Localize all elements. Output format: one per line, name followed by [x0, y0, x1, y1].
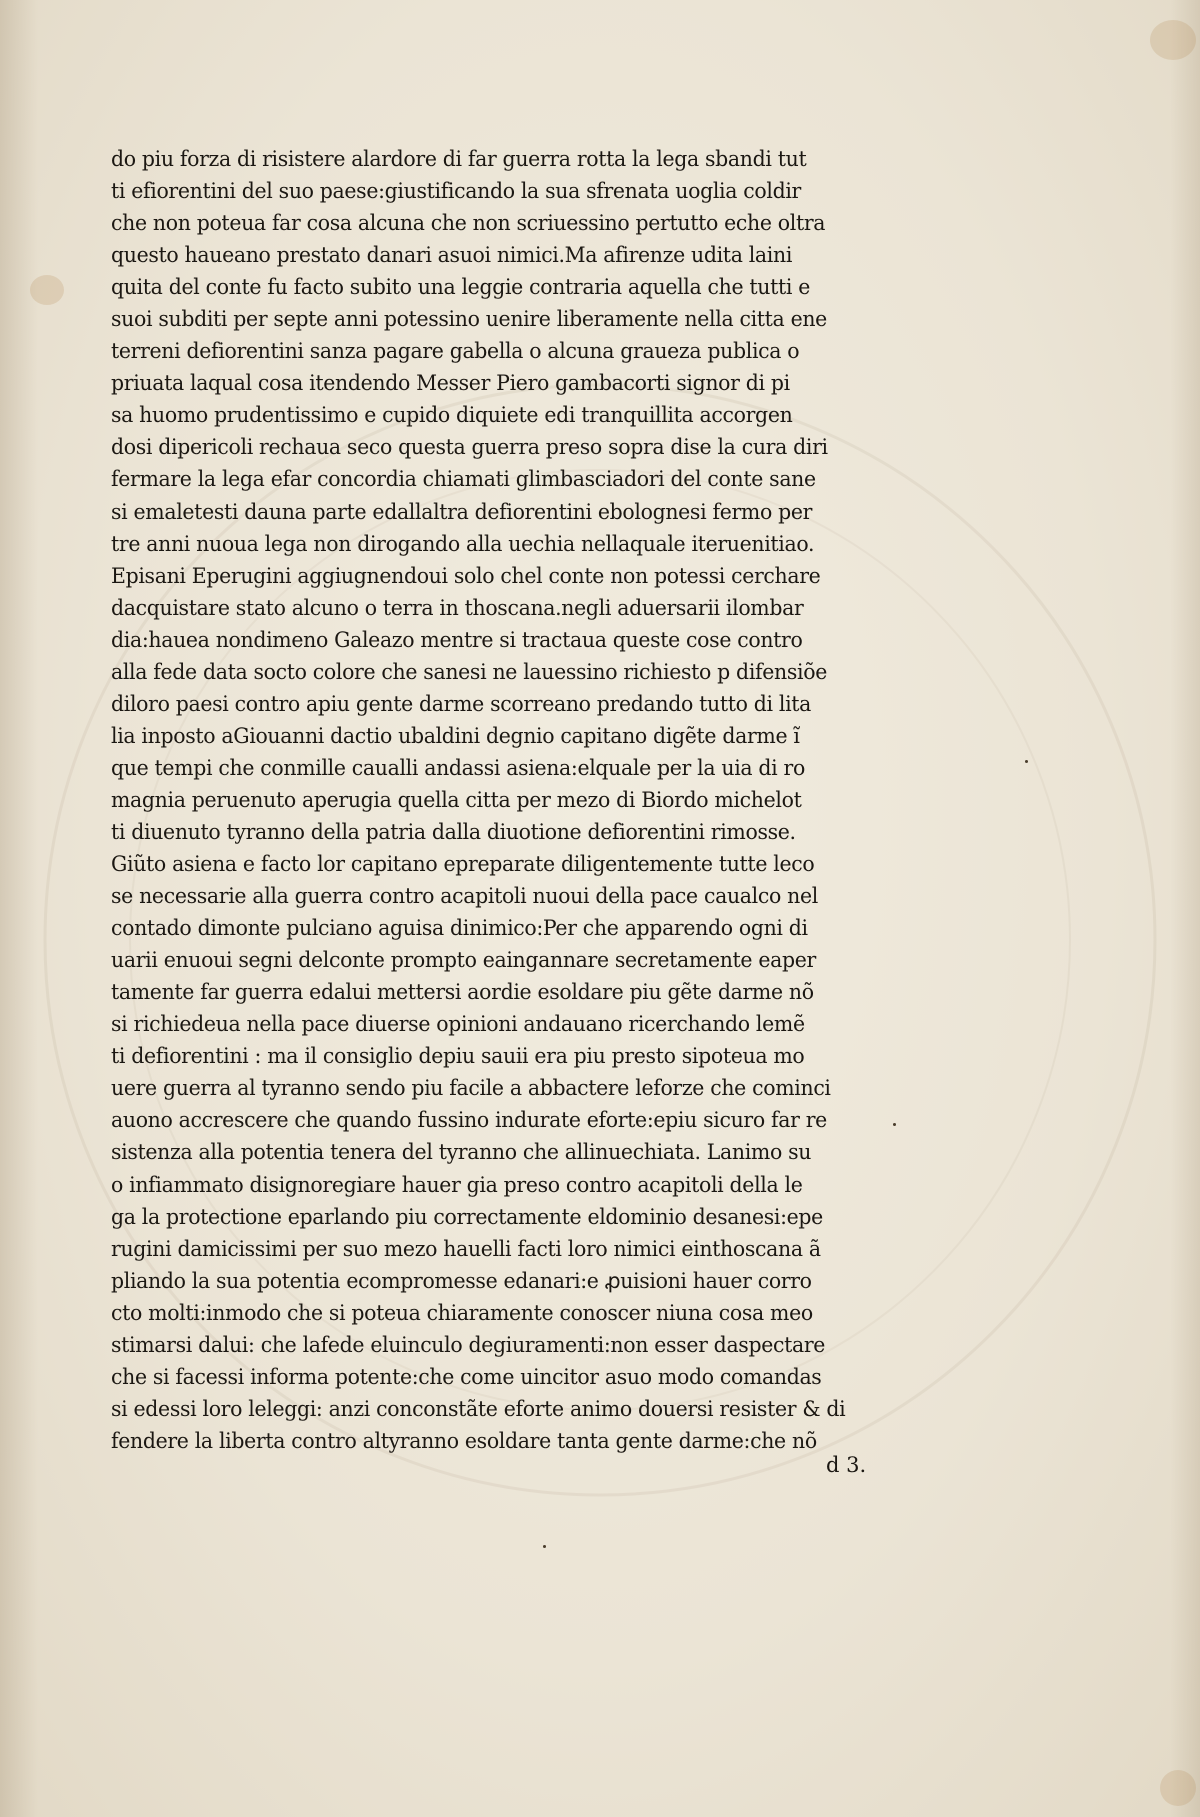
- ink-speck: [1025, 760, 1028, 763]
- text-line: rugini damicissimi per suo mezo hauelli facti loro nimici einthoscana ã: [111, 1236, 821, 1261]
- text-line: suoi subditi per septe anni potessino uenire liberamente nella citta ene: [111, 307, 827, 332]
- text-line: stimarsi dalui: che lafede eluinculo degiuramenti:non esser daspectare: [111, 1332, 826, 1357]
- text-line: do piu forza di risistere alardore di far guerra rotta la lega sbandi tut: [111, 147, 807, 171]
- text-line: auono accrescere che quando fussino indurate eforte:epiu sicuro far re: [111, 1108, 827, 1133]
- text-line: pliando la sua potentia ecompromesse edanari:e ꝓuisioni hauer corro: [111, 1268, 812, 1293]
- text-line: uere guerra al tyranno sendo piu facile a abbactere leforze che cominci: [111, 1076, 831, 1101]
- text-line: magnia peruenuto aperugia quella citta per mezo di Biordo michelot: [111, 787, 802, 812]
- text-line: fendere la liberta contro altyranno esoldare tanta gente darme:che nõ: [111, 1428, 817, 1453]
- text-line: si edessi loro leleggi: anzi conconstãte eforte animo douersi resister & di: [111, 1396, 846, 1421]
- text-line: sistenza alla potentia tenera del tyranno che allinuechiata. Lanimo su: [111, 1140, 812, 1165]
- text-line: diloro paesi contro apiu gente darme scorreano predando tutto di lita: [111, 691, 812, 716]
- text-line: tre anni nuoua lega non dirogando alla uechia nellaquale iteruenitiao.: [111, 531, 815, 556]
- ink-speck: [893, 1123, 896, 1126]
- text-line: Episani Eperugini aggiugnendoui solo chel conte non potessi cerchare: [111, 563, 821, 588]
- text-line: che non poteua far cosa alcuna che non scriuessino pertutto eche oltra: [111, 211, 826, 236]
- text-line: questo haueano prestato danari asuoi nimici.Ma afirenze udita laini: [111, 243, 793, 268]
- signature-mark: d 3.: [826, 1453, 867, 1477]
- foxing-spot: [1160, 1770, 1196, 1806]
- foxing-spot: [30, 275, 64, 305]
- text-line: ti defiorentini : ma il consiglio depiu sauii era piu presto sipoteua mo: [111, 1044, 805, 1069]
- text-line: terreni defiorentini sanza pagare gabella o alcuna graueza publica o: [111, 339, 800, 364]
- text-line: priuata laqual cosa itendendo Messer Piero gambacorti signor di pi: [111, 371, 790, 396]
- text-line: tamente far guerra edalui mettersi aordie esoldare piu gẽte darme nõ: [111, 980, 814, 1005]
- text-line: que tempi che conmille caualli andassi asiena:elquale per la uia di ro: [111, 755, 805, 780]
- text-line: se necessarie alla guerra contro acapitoli nuoui della pace caualco nel: [111, 884, 818, 909]
- text-line: si richiedeua nella pace diuerse opinioni andauano ricerchando lemẽ: [111, 1012, 805, 1037]
- text-line: cto molti:inmodo che si poteua chiaramente conoscer niuna cosa meo: [111, 1300, 813, 1325]
- text-line: fermare la lega efar concordia chiamati glimbasciadori del conte sane: [111, 467, 816, 492]
- text-line: dacquistare stato alcuno o terra in thoscana.negli aduersarii ilombar: [111, 595, 804, 620]
- foxing-spot: [1150, 20, 1196, 60]
- text-line: Giũto asiena e facto lor capitano epreparate diligentemente tutte leco: [111, 852, 815, 877]
- text-line: che si facessi informa potente:che come uincitor asuo modo comandas: [111, 1364, 822, 1389]
- text-line: ti diuenuto tyranno della patria dalla diuotione defiorentini rimosse.: [111, 819, 796, 844]
- text-line: dosi dipericoli rechaua seco questa guerra preso sopra dise la cura diri: [111, 435, 828, 460]
- text-line: uarii enuoui segni delconte prompto eaingannare secretamente eaper: [111, 948, 816, 973]
- text-line: alla fede data socto colore che sanesi ne lauessino richiesto p difensiõe: [111, 659, 827, 684]
- text-line: contado dimonte pulciano aguisa dinimico:Per che apparendo ogni di: [111, 916, 808, 941]
- text-line: dia:hauea nondimeno Galeazo mentre si tractaua queste cose contro: [111, 627, 803, 652]
- printed-text: [111, 143, 891, 1457]
- text-line: ti efiorentini del suo paese:giustificando la sua sfrenata uoglia coldir: [111, 179, 801, 204]
- text-line: o infiammato disignoregiare hauer gia preso contro acapitoli della le: [111, 1172, 803, 1197]
- text-line: si emaletesti dauna parte edallaltra defiorentini ebolognesi fermo per: [111, 499, 813, 524]
- ink-speck: [543, 1545, 546, 1548]
- text-line: sa huomo prudentissimo e cupido diquiete edi tranquillita accorgen: [111, 403, 793, 428]
- text-line: ga la protectione eparlando piu correctamente eldominio desanesi:epe: [111, 1204, 823, 1229]
- text-line: lia inposto aGiouanni dactio ubaldini degnio capitano digẽte darme ĩ: [111, 723, 800, 748]
- text-line: quita del conte fu facto subito una leggie contraria aquella che tutti e: [111, 275, 811, 300]
